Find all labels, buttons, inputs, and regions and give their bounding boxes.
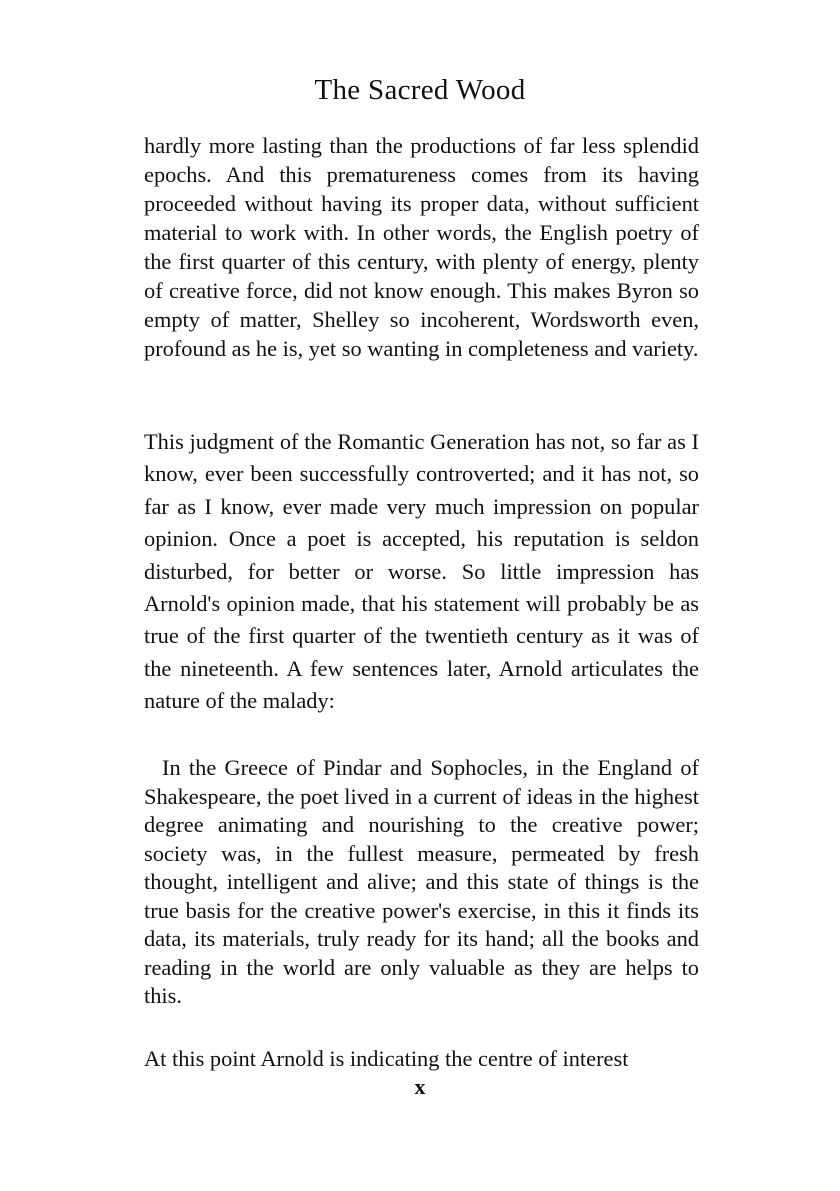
judgment-paragraph-text: This judgment of the Romantic Generation has not, so far as I know, ever been successfully controverted; and it has not, so far as I know, ever made very much impression on popular opinion. Once a poet is accepted, his reputation is seldon disturbed, for better or worse. So little impression has Arnold's opinion made, that his statement will probably be as true of the first quarter of the twentieth century as it was of the nineteenth. A few sentences later, Arnold articulates the nature of the malady: bbox=[144, 429, 699, 714]
centre-paragraph-block bbox=[144, 1044, 699, 1073]
judgment-paragraph-block bbox=[144, 426, 699, 718]
centre-paragraph-text: At this point Arnold is indicating the centre of interest bbox=[144, 1046, 629, 1071]
greece-quote-text: In the Greece of Pindar and Sophocles, in the England of Shakespeare, the poet lived in a current of ideas in the highest degree animating and nourishing to the creative power; society was, in the fullest measure, permeated by fresh thought, intelligent and alive; and this state of things is the true basis for the creative power's exercise, in this it finds its data, its materials, truly ready for its hand; all the books and reading in the world are only valuable as they are helps to this. bbox=[144, 755, 699, 1008]
quote-continuation-text: hardly more lasting than the productions of far less splendid epochs. And this prematureness comes from its having proceeded without having its proper data, without sufficient material to work with. In other words, the English poetry of the first quarter of this century, with plenty of energy, plenty of creative force, did not know enough. This makes Byron so empty of matter, Shelley so incoherent, Wordsworth even, profound as he is, yet so wanting in completeness and variety. bbox=[144, 133, 699, 361]
greece-quote-block bbox=[144, 754, 699, 1011]
page-number: x bbox=[414, 1074, 426, 1099]
running-title: The Sacred Wood bbox=[314, 74, 526, 106]
quote-continuation-block bbox=[144, 131, 699, 363]
